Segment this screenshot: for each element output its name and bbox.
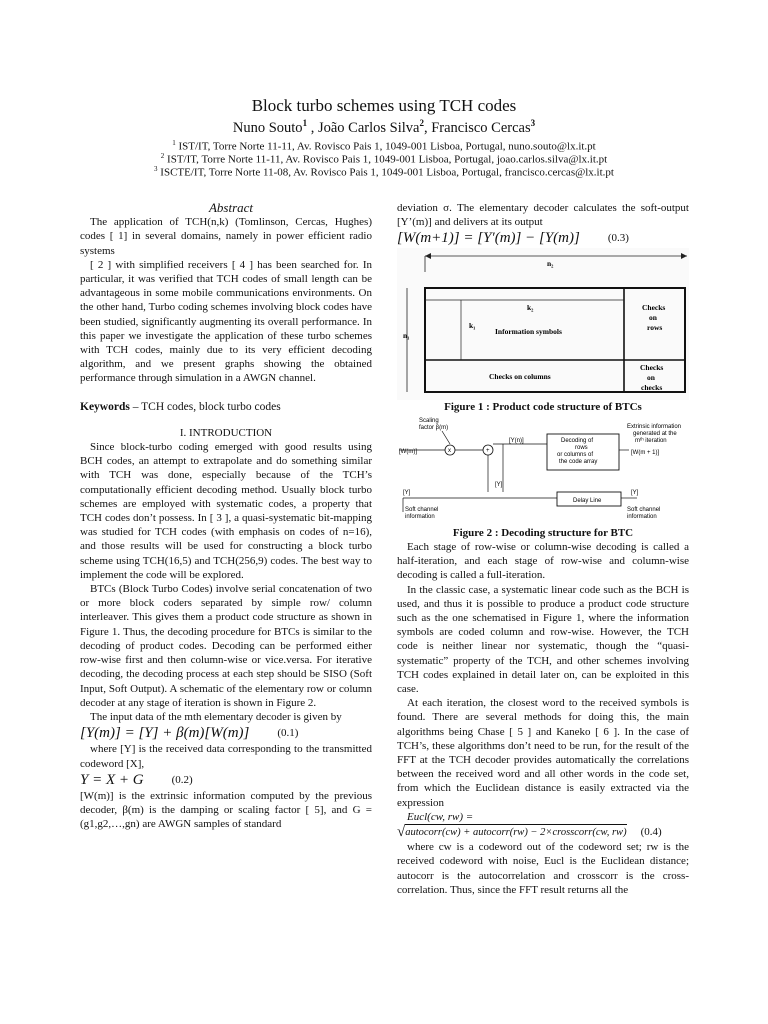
equation-number: (0.3)	[607, 232, 629, 245]
author-name: Francisco Cercas	[431, 119, 531, 136]
scaling-label: factor β(m)	[419, 424, 449, 431]
author-line	[0, 118, 768, 137]
y-output-label: [Y]	[631, 489, 639, 496]
checks-checks-label: Checks	[640, 362, 664, 372]
equation-body: autocorr(cw) + autocorr(rw) − 2×crosscorr(cw, rw)	[405, 824, 626, 840]
extrinsic-label: mᵗʰ iteration	[635, 437, 667, 444]
paper-title: Block turbo schemes using TCH codes	[251, 96, 517, 115]
author-sep: ,	[307, 119, 318, 136]
author-sep: ,	[423, 119, 432, 136]
right-column	[397, 201, 689, 897]
checks-rows-label: on	[649, 312, 657, 322]
n1-label: n₁	[403, 330, 410, 340]
body-paragraph: The input data of the mth elementary decoder is given by	[90, 710, 342, 723]
equation-0-2	[80, 773, 372, 787]
adder-symbol: +	[486, 447, 490, 454]
extrinsic-label: Extrinsic information	[627, 423, 682, 430]
body-paragraph: In the classic case, a systematic linear code such as the BCH is used, and thus it is possible to produce a product code structure such as the one schematised in Figure 1, where the information symbols are coded column and row-wise. However, the TCH code is neither linear nor systematic, though the “quasi-systematic” property of the TCH, and other schemes involving TCH codes explained in detail later on, can be exploited in this case.	[397, 583, 689, 696]
aff-sup: 2	[160, 152, 165, 160]
body-paragraph: where cw is a codeword out of the codeword set; rw is the received codeword with noise, Eucl is the Euclidean distance; autocorr is the autocorrelation and crosscorr is the cross-correlation. Thus, since the FFT result returns all the	[397, 841, 689, 896]
keywords-label: Keywords	[80, 400, 130, 413]
figure-1-caption: Figure 1 : Product code structure of BTCs	[444, 400, 642, 413]
author-sup: 1	[302, 118, 308, 128]
equation-0-1	[80, 726, 372, 740]
figure-2-decoding-structure	[397, 414, 689, 526]
decoder-label: the code array	[559, 458, 598, 465]
affiliation-3	[0, 163, 768, 180]
abstract-paragraph: The application of TCH(n,k) (Tomlinson, Cercas, Hughes) codes [ 1] in several domains, namely in power efficient radio systems	[80, 216, 372, 257]
scaling-label: Scaling	[419, 417, 439, 424]
k1-label: k₁	[469, 320, 476, 330]
abstract-heading: Abstract	[208, 200, 254, 215]
author-sup: 2	[419, 118, 424, 128]
multiplier-symbol: x	[448, 447, 451, 454]
sqrt-sign: √	[397, 824, 406, 841]
n2-label: n₂	[547, 258, 554, 268]
checks-checks-label: on	[647, 372, 655, 382]
aff-sup: 1	[172, 139, 176, 147]
scaling-arrow	[442, 431, 450, 444]
figure-1-product-code	[397, 248, 689, 400]
equation-body: [Y(m)] = [Y] + β(m)[W(m)]	[80, 725, 250, 742]
y-input-label: [Y]	[403, 489, 411, 496]
body-paragraph: [W(m)] is the extrinsic information computed by the previous decoder, β(m) is the damping or scaling factor [ 5], and G = (g1,g2,…,gn) are AWGN samples of standard	[80, 789, 372, 831]
body-paragraph: deviation σ. The elementary decoder calculates the soft-output [Y’(m)] and delivers at its output	[397, 202, 689, 229]
y-bracket-label: [Y]	[495, 481, 503, 488]
soft-out-label: Soft channel	[627, 506, 661, 513]
checks-rows-label: rows	[647, 322, 663, 332]
author-sup: 3	[530, 118, 536, 128]
equation-body: Y = X + G	[80, 771, 144, 788]
info-symbols-label: Information symbols	[495, 326, 562, 336]
soft-in-label: information	[405, 513, 435, 520]
body-paragraph: where [Y] is the received data corresponding to the transmitted codeword [X],	[80, 743, 372, 770]
equation-number: (0.4)	[640, 826, 662, 839]
section-heading: I. INTRODUCTION	[179, 426, 273, 439]
checks-rows-label: Checks	[642, 302, 666, 312]
aff-text: IST/IT, Torre Norte 11-11, Av. Rovisco Pais 1, 1049-001 Lisboa, Portugal, nuno.souto@lx.it.pt	[178, 140, 596, 153]
body-paragraph: BTCs (Block Turbo Codes) involve serial concatenation of two or more block coders separated by simple row/ column interleaver. This gives them a product code structure as shown in Figure 1. Thus, the decoding procedure for BTCs is similar to the decoding of product codes. Decoding can be performed either row-wise first and then column-wise or vice.versa. For iterative decoding, the decoding process at each step should be SISO (Soft Input, Soft Output). A schematic of the elementary row or column decoder at any stage of iteration is shown in Figure 2.	[80, 583, 372, 709]
equation-0-4-lhs: Eucl(cw, rw) =	[407, 810, 474, 823]
soft-in-label: Soft channel	[405, 506, 439, 513]
checks-columns-label: Checks on columns	[489, 371, 551, 381]
decoder-label: Decoding of	[561, 437, 594, 444]
abstract-paragraph: [ 2 ] with simplified receivers [ 4 ] has been searched for. In particular, it was verified that TCH codes of small length can be advantageous in some mobile communications environments. On the other hand, Turbo coding schemes involving block codes have been studied, significantly augmenting its overall performance. In this paper we investigate the application of these turbo schemes with TCH codes, mainly due to its very efficient decoding algorithm, and we present graphs showing the obtained performance through simulation in a AWGN channel.	[80, 258, 372, 385]
author-name: João Carlos Silva	[317, 119, 420, 136]
equation-0-4	[397, 824, 689, 840]
keywords-text: – TCH codes, block turbo codes	[129, 400, 281, 413]
aff-sup: 3	[154, 165, 158, 173]
wm-label: [W(m)]	[399, 448, 417, 455]
k2-label: k₂	[527, 302, 534, 312]
body-paragraph: Each stage of row-wise or column-wise decoding is called a half-iteration, and each stage of row-wise and column-wise decoding is called a full-iteration.	[397, 541, 689, 582]
left-column	[80, 201, 372, 832]
aff-text: ISCTE/IT, Torre Norte 11-08, Av. Rovisco Pais 1, 1049-001 Lisboa, Portugal, francisco.cercas@lx.it.pt	[160, 166, 614, 179]
aff-text: IST/IT, Torre Norte 11-11, Av. Rovisco Pais 1, 1049-001 Lisboa, Portugal, joao.carlos.silva@lx.it.pt	[167, 153, 608, 166]
checks-checks-label: checks	[641, 382, 663, 392]
decoder-label: rows	[575, 444, 588, 451]
figure-2-caption: Figure 2 : Decoding structure for BTC	[452, 526, 634, 539]
extrinsic-label: [W(m + 1)]	[631, 449, 660, 456]
body-paragraph: At each iteration, the closest word to the received symbols is found. There are several methods for doing this, the main algorithms being Chase [ 5 ] and Kaneko [ 6 ]. In the case of TCH’s, these algorithms don’t need to be run, for the result of the FFT at the TCH decoder provides automatically the correlations between the received word and all other words in the code set, from which the Euclidean distance is easily extracted via the expression	[397, 697, 689, 809]
extrinsic-label: generated at the	[633, 430, 677, 437]
body-paragraph: Since block-turbo coding emerged with good results using BCH codes, an attempt to extrapolate and do something similar with TCH was done, especially because of the TCH’s computationally efficient decoding method. Usually block turbo schemes are employed with systematic codes, a property that TCH codes don’t possess. In [ 3 ], a quasi-systematic bit-mapping was studied for TCH codes (with emphasis on codes of n=16), and those results will be used for constructing a block turbo scheme using TCH(16,5) and TCH(256,9) codes. The best way to implement the code will be explored.	[80, 441, 372, 581]
keywords	[80, 400, 372, 414]
yn-label: [Y(n)]	[509, 437, 524, 444]
equation-0-3	[397, 231, 689, 245]
delay-line-label: Delay Line	[573, 497, 602, 504]
soft-out-label: information	[627, 513, 657, 520]
equation-body: [W(m+1)] = [Y′(m)] − [Y(m)]	[397, 230, 580, 247]
equation-number: (0.1)	[277, 727, 299, 740]
author-name: Nuno Souto	[232, 119, 303, 136]
equation-number: (0.2)	[171, 773, 193, 786]
decoder-label: or columns of	[557, 451, 594, 458]
